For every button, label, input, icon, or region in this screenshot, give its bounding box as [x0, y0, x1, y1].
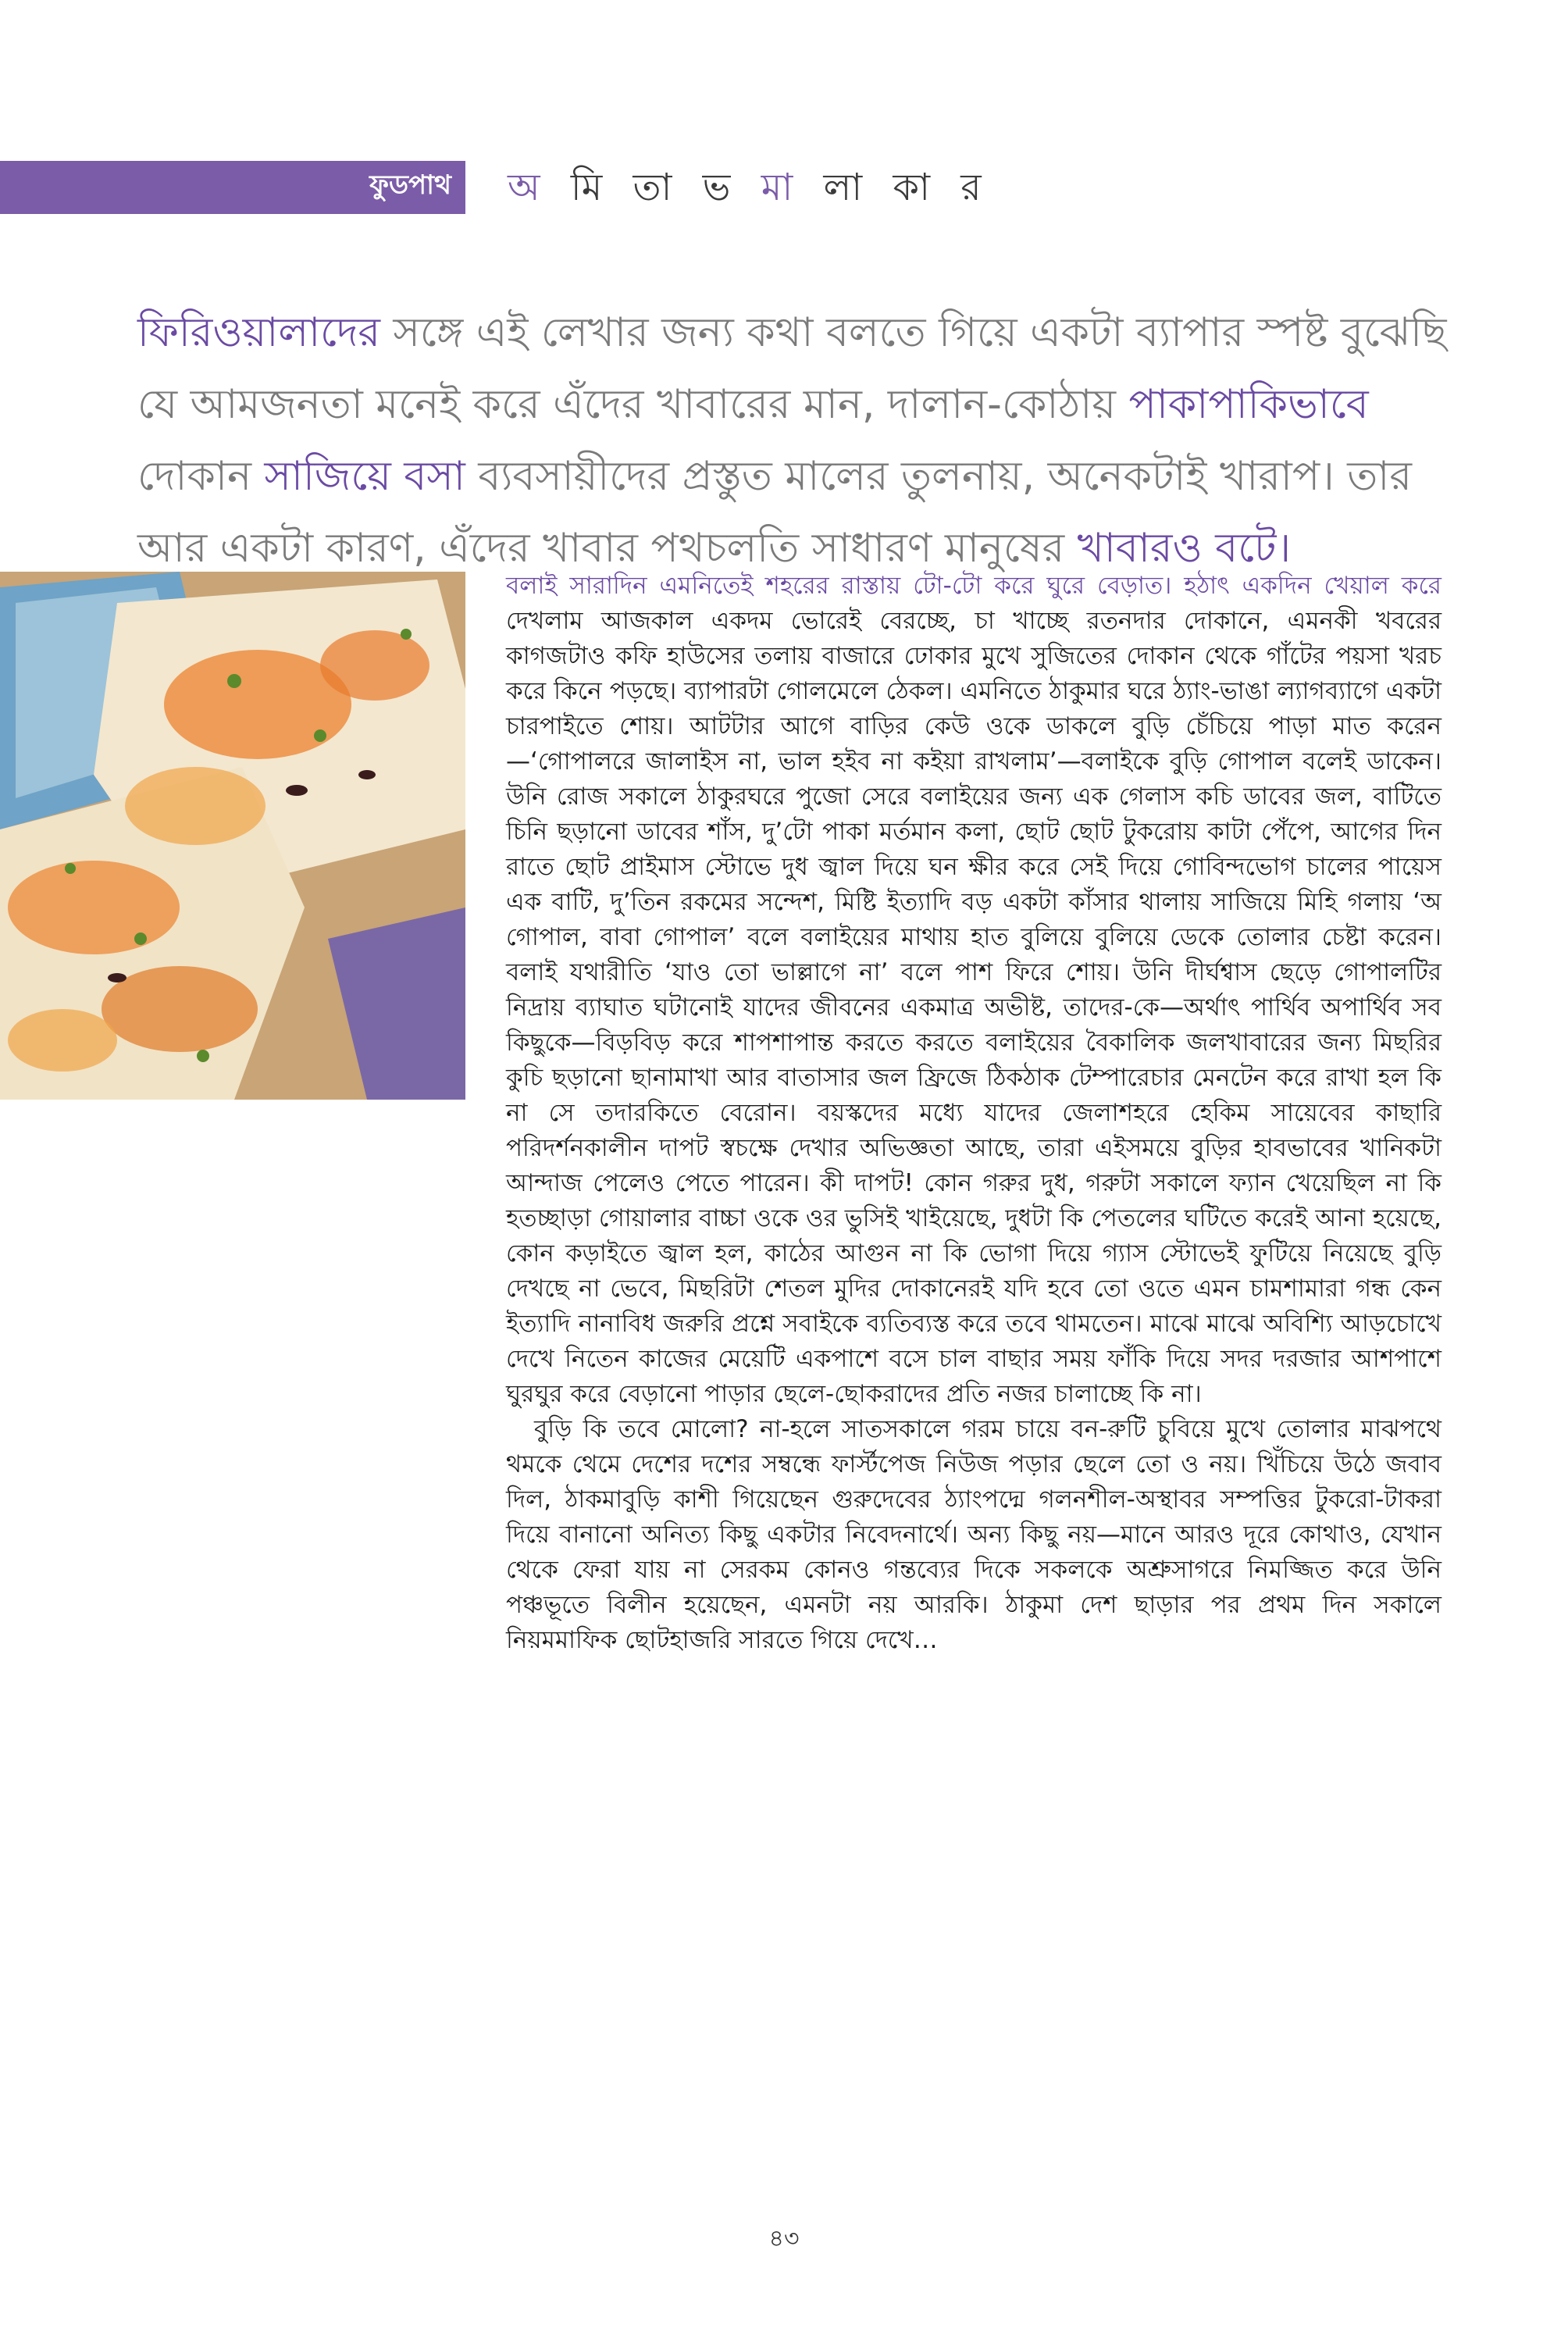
standfirst-highlight: খাবারও বটে। [1077, 525, 1292, 572]
article-text: দেখলাম আজকাল একদম ভোরেই বেরচ্ছে, চা খাচ্ছে রতনদার দোকানে, এমনকী খবরের কাগজটাও কফি হাউসের তলায় বাজারে ঢোকার মুখে সুজিতের দোকান থেকে গাঁটের পয়সা খরচ করে কিনে পড়ছে। ব্যাপারটা গোলমেলে ঠেকল। এমনিতে ঠাকুমার ঘরে ঠ্যাং-ভাঙা ল্যাগব্যাগে একটা চারপাইতে শোয়। আটটার আগে বাড়ির কেউ ওকে ডাকলে বুড়ি চেঁচিয়ে পাড়া মাত করেন—‘গোপালরে জালাইস না, ভাল হইব না কইয়া রাখলাম’—বলাইকে বুড়ি গোপাল বলেই ডাকেন। উনি রোজ সকালে ঠাকুরঘরে পুজো সেরে বলাইয়ের জন্য এক গেলাস কচি ডাবের জল, বাটিতে চিনি ছড়ানো ডাবের শাঁস, দু’টো পাকা মর্তমান কলা, ছোট ছোট টুকরোয় কাটা পেঁপে, আগের দিন রাতে ছোট প্রাইমাস স্টোভে দুধ জ্বাল দিয়ে ঘন ক্ষীর করে সেই দিয়ে গোবিন্দভোগ চালের পায়েস এক বাটি, দু’তিন রকমের সন্দেশ, মিষ্টি ইত্যাদি বড় একটা কাঁসার থালায় সাজিয়ে মিহি গলায় ‘অ গোপাল, বাবা গোপাল’ বলে বলাইয়ের মাথায় হাত বুলিয়ে বুলিয়ে ডেকে তোলার চেষ্টা করেন। বলাই যথারীতি ‘যাও তো ভাল্লাগে না’ বলে পাশ ফিরে শোয়। উনি দীর্ঘশ্বাস ছেড়ে গোপালটির নিদ্রায় ব্যাঘাত ঘটানোই যাদের জীবনের একমাত্র অভীষ্ট, তাদের-কে—অর্থাৎ পার্থিব অপার্থিব সব কিছুকে—বিড়বিড় করে শাপশাপান্ত করতে করতে বলাইয়ের বৈকালিক জলখাবারের জন্য মিছরির কুচি ছড়ানো ছানামাখা আর বাতাসার জল ফ্রিজে ঠিকঠাক টেম্পারেচার মেনটেন করে রাখা হল কি না সে তদারকিতে বেরোন। বয়স্কদের মধ্যে যাদের জেলাশহরে হেকিম সায়েবের কাছারি পরিদর্শনকালীন দাপট স্বচক্ষে দেখার অভিজ্ঞতা আছে, তারা এইসময়ে বুড়ির হাবভাবের খানিকটা আন্দাজ পেলেও পেতে পারেন। কী দাপট! কোন গরুর দুধ, গরুটা সকালে ফ্যান খেয়েছিল না কি হতচ্ছাড়া গোয়ালার বাচ্চা ওকে ওর ভুসিই খাইয়েছে, দুধটা কি পেতলের ঘটিতে করেই আনা হয়েছে, কোন কড়াইতে জ্বাল হল, কাঠের আগুন না কি ভোগা দিয়ে গ্যাস স্টোভেই ফুটিয়ে নিয়েছে বুড়ি দেখছে না ভেবে, মিছরিটা শেতল মুদির দোকানেরই যদি হবে তো ওতে এমন চামশামারা গন্ধ কেন ইত্যাদি নানাবিধ জরুরি প্রশ্নে সবাইকে ব্যতিব্যস্ত করে তবে থামতেন। মাঝে মাঝে অবিশ্যি আড়চোখে দেখে নিতেন কাজের মেয়েটি একপাশে বসে চাল বাছার সময় ফাঁকি দিয়ে সদর দরজার আশপাশে ঘুরঘুর করে বেড়ানো পাড়ার ছেলে-ছোকরাদের প্রতি নজর চালাচ্ছে কি না। [506, 607, 1441, 1408]
standfirst-highlight: পাকাপাকিভাবে [1128, 381, 1369, 428]
article-body [506, 569, 1441, 1658]
food-photo [0, 572, 465, 1100]
sandwich-illustration [0, 572, 465, 1100]
standfirst-highlight: ফিরিওয়ালাদের [137, 309, 380, 356]
article-lead-in: বলাই সারাদিন এমনিতেই শহরের রাস্তায় টো-টো করে ঘুরে বেড়াত। হঠাৎ একদিন খেয়াল করে [506, 572, 1441, 600]
author-byline [508, 159, 991, 221]
standfirst-highlight: সাজিয়ে বসা [264, 453, 465, 500]
article-paragraph [506, 569, 1441, 1412]
standfirst-text: ব্যবসায়ীদের প্রস্তুত মালের তুলনায়, অনেকটাই খারাপ। তার আর একটা কারণ, এঁদের খাবার পথচলতি সাধারণ মানুষের [137, 453, 1412, 572]
standfirst-text: দোকান [137, 453, 265, 500]
standfirst [137, 297, 1449, 584]
byline-first-rest: মি তা ভ [549, 166, 761, 209]
page-number: ৪৩ [768, 2225, 800, 2252]
section-label: ফুডপাথ [369, 169, 451, 201]
byline-last-accent: মা [761, 166, 803, 209]
byline-first-accent: অ [508, 166, 550, 209]
byline-last-rest: লা কা র [802, 166, 991, 209]
article-paragraph: বুড়ি কি তবে মোলো? না-হলে সাতসকালে গরম চায়ে বন-রুটি চুবিয়ে মুখে তোলার মাঝপথে থমকে থেমে দেশের দশের সম্বন্ধে ফার্স্টপেজ নিউজ পড়ার ছেলে তো ও নয়। খিঁচিয়ে উঠে জবাব দিল, ঠাকমাবুড়ি কাশী গিয়েছেন গুরুদেবের ঠ্যাংপদ্মে গলনশীল-অস্থাবর সম্পত্তির টুকরো-টাকরা দিয়ে বানানো অনিত্য কিছু একটার নিবেদনার্থে। অন্য কিছু নয়—মানে আরও দূরে কোথাও, যেখান থেকে ফেরা যায় না সেরকম কোনও গন্তব্যের দিকে সকলকে অশ্রুসাগরে নিমজ্জিত করে উনি পঞ্চভূতে বিলীন হয়েছেন, এমনটা নয় আরকি। ঠাকুমা দেশ ছাড়ার পর প্রথম দিন সকালে নিয়মমাফিক ছোটহাজরি সারতে গিয়ে দেখে… [506, 1415, 1441, 1654]
section-header-band [0, 161, 465, 214]
standfirst-text: সঙ্গে এই লেখার জন্য কথা বলতে গিয়ে একটা ব্যাপার স্পষ্ট বুঝেছি যে আমজনতা মনেই করে এঁদের খাবারের মান, দালান-কোঠায় [137, 309, 1447, 428]
